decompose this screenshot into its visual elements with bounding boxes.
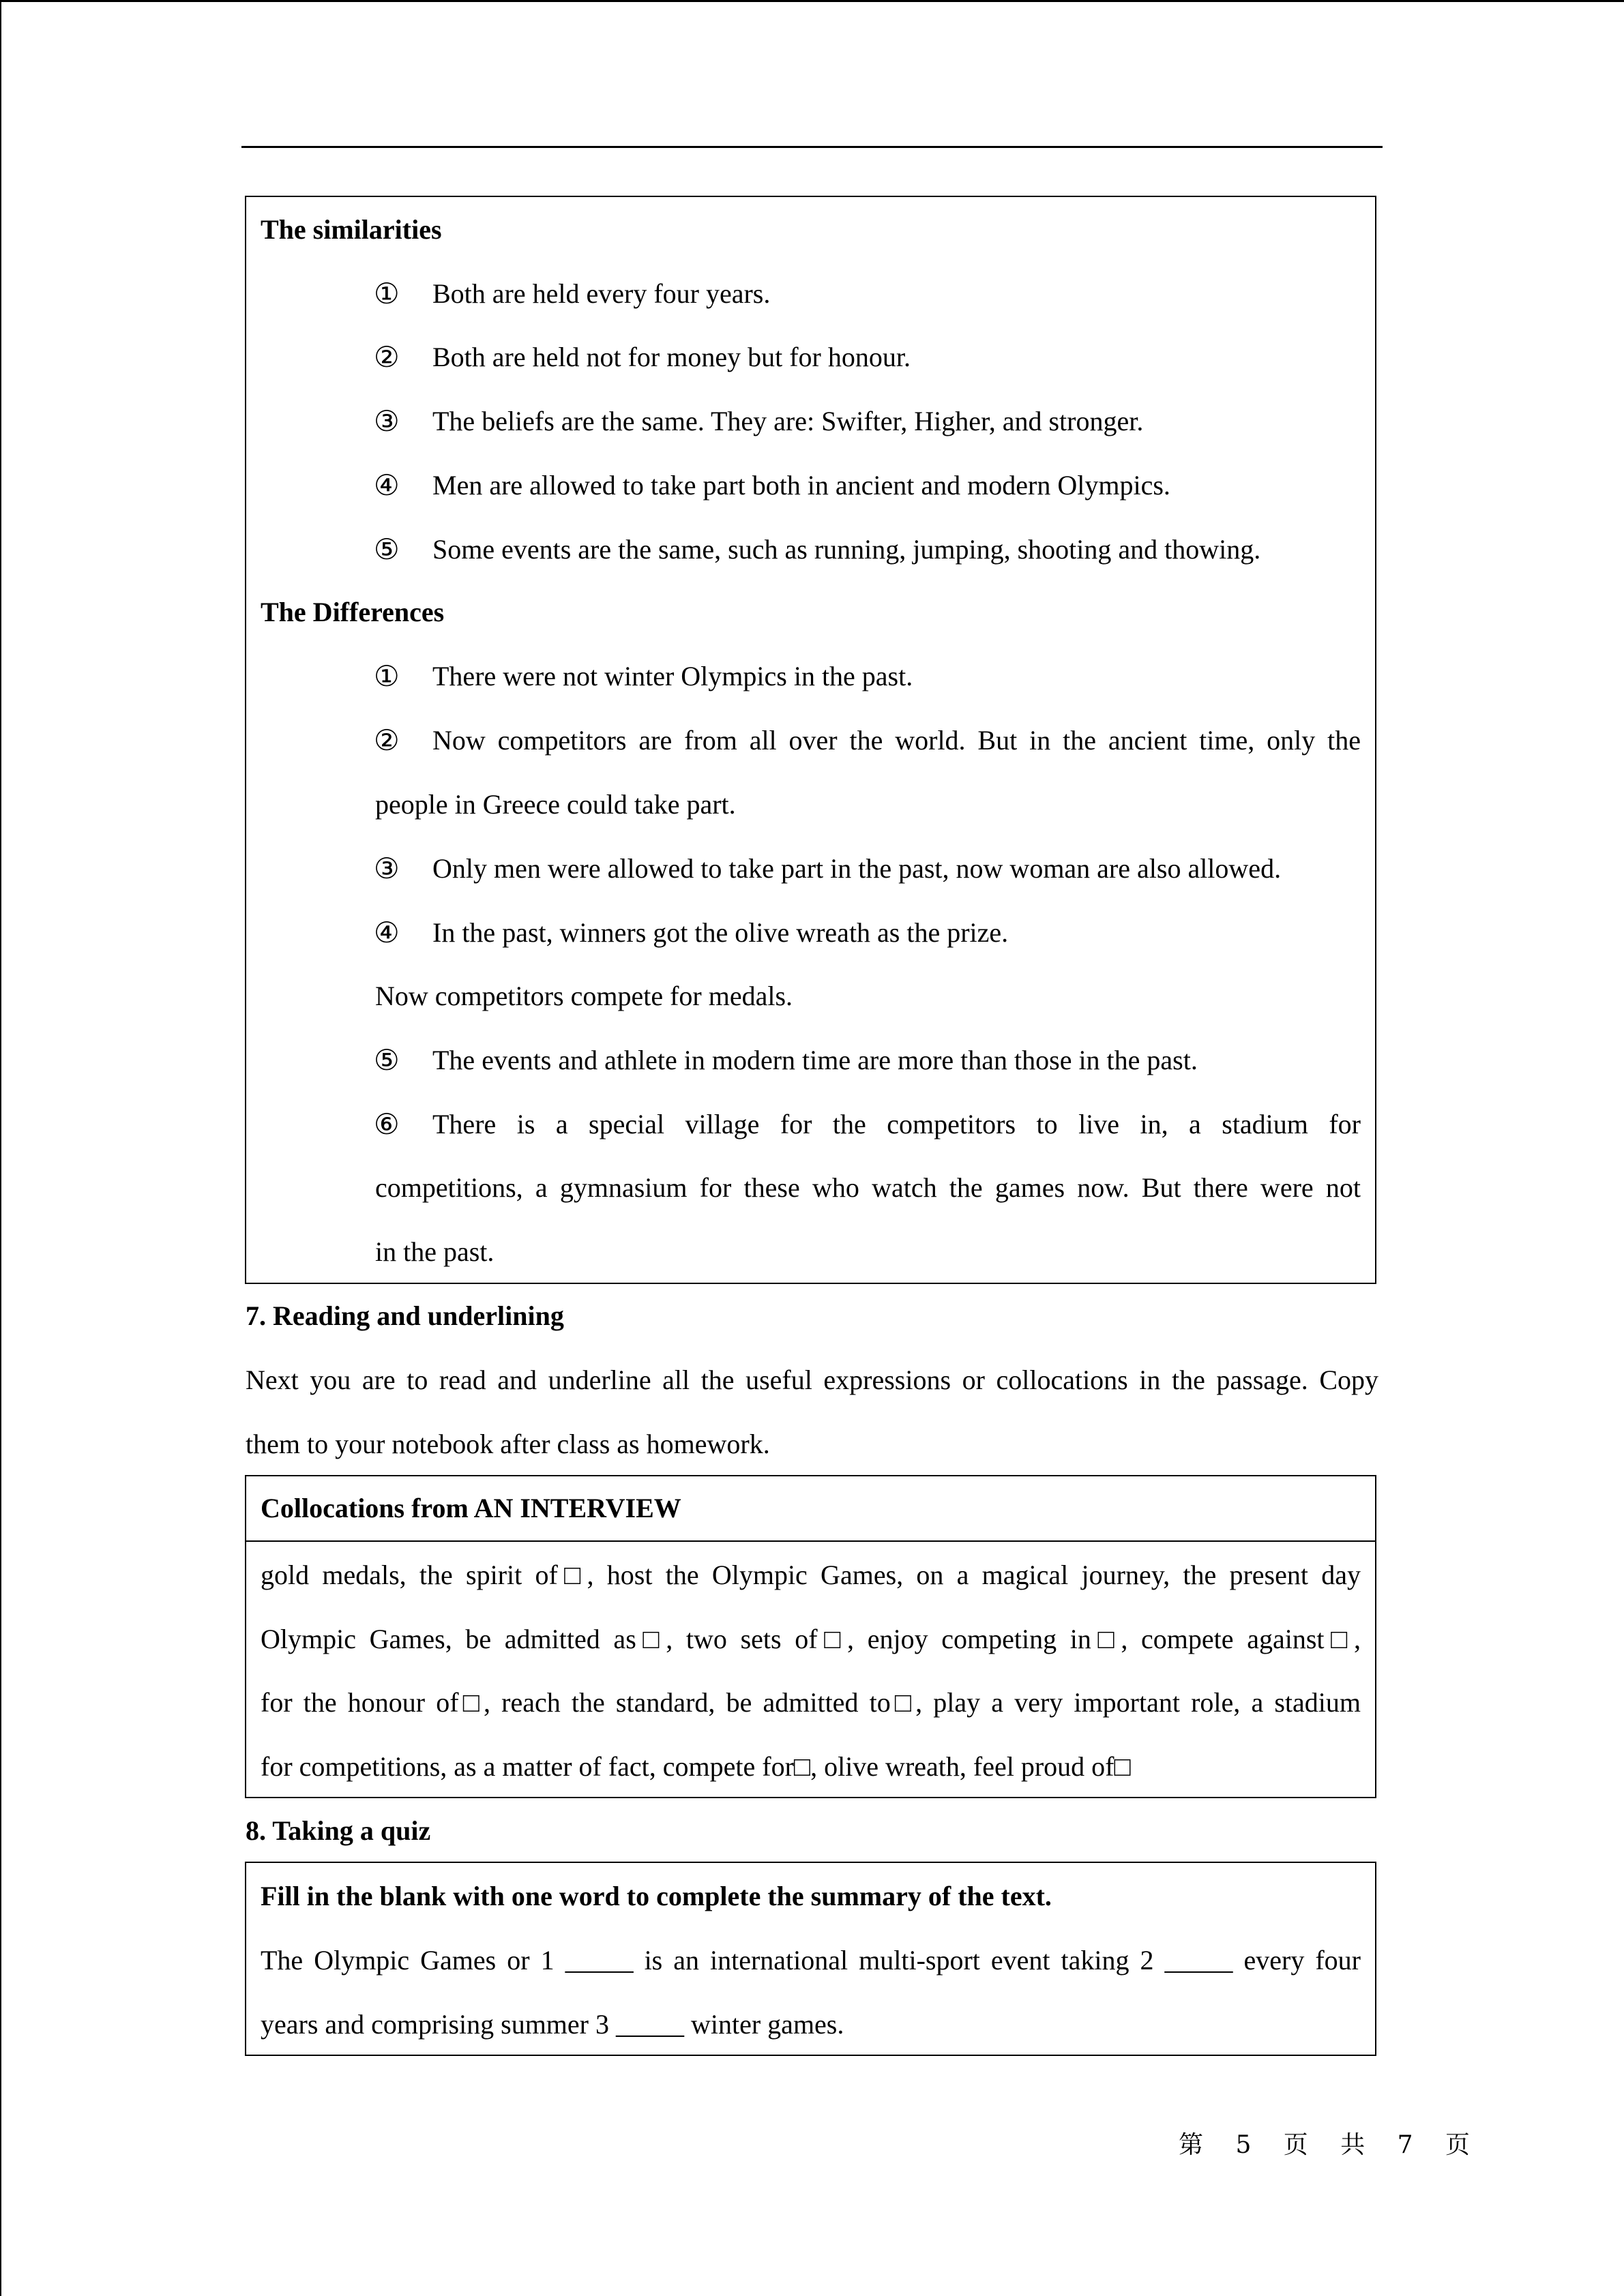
- difference-2-line-2: people in Greece could take part.: [375, 789, 736, 820]
- similarity-2-marker: ②: [374, 340, 400, 374]
- similarity-3-marker: ③: [374, 404, 400, 438]
- quiz-line-1: The Olympic Games or 1 _____ is an international multi-sport event taking 2 _____ every four: [261, 1945, 1361, 1976]
- quiz-instruction: Fill in the blank with one word to complete the summary of the text.: [261, 1881, 1052, 1911]
- difference-3-text: Only men were allowed to take part in the past, now woman are also allowed.: [432, 853, 1282, 884]
- collocations-line-2: Olympic Games, be admitted as□, two sets of□, enjoy competing in□, compete against□,: [261, 1624, 1361, 1654]
- difference-1-text: There were not winter Olympics in the past.: [432, 661, 913, 691]
- difference-1-marker: ①: [374, 659, 400, 693]
- section-7-heading: 7. Reading and underlining: [246, 1300, 564, 1331]
- collocations-line-3: for the honour of□, reach the standard, be admitted to□, play a very important role, a stadium: [261, 1687, 1361, 1718]
- section-7-instruction-line-2: them to your notebook after class as homework.: [246, 1429, 770, 1459]
- quiz-line-2: years and comprising summer 3 _____ winter games.: [261, 2009, 844, 2040]
- page-number: 第 5 页 共 7 页: [1179, 2131, 1483, 2159]
- similarity-5-text: Some events are the same, such as running, jumping, shooting and thowing.: [432, 534, 1261, 565]
- similarity-4-text: Men are allowed to take part both in ancient and modern Olympics.: [432, 470, 1170, 501]
- differences-heading: The Differences: [261, 597, 445, 627]
- similarity-4-marker: ④: [374, 468, 400, 502]
- similarities-heading: The similarities: [261, 214, 442, 245]
- similarity-1-text: Both are held every four years.: [432, 278, 771, 309]
- difference-6-line-2: competitions, a gymnasium for these who watch the games now. But there were not: [375, 1172, 1361, 1203]
- difference-2-line-1: Now competitors are from all over the world. But in the ancient time, only the: [432, 725, 1361, 756]
- collocations-line-4: for competitions, as a matter of fact, compete for□, olive wreath, feel proud of□: [261, 1751, 1131, 1782]
- difference-6-marker: ⑥: [374, 1107, 400, 1141]
- similarity-1-marker: ①: [374, 277, 400, 310]
- section-8-heading: 8. Taking a quiz: [246, 1815, 431, 1846]
- collocations-table-divider: [245, 1540, 1376, 1542]
- page-border-left: [0, 0, 1, 2296]
- collocations-table-title: Collocations from AN INTERVIEW: [261, 1493, 681, 1523]
- page-border-top: [0, 0, 1624, 2]
- similarity-2-text: Both are held not for money but for honour.: [432, 342, 911, 372]
- difference-2-marker: ②: [374, 724, 400, 757]
- difference-4-marker: ④: [374, 916, 400, 949]
- section-7-instruction-line-1: Next you are to read and underline all the useful expressions or collocations in the passage. Copy: [246, 1365, 1378, 1395]
- difference-6-line-3: in the past.: [375, 1236, 494, 1267]
- difference-6-line-1: There is a special village for the competitors to live in, a stadium for: [432, 1109, 1361, 1139]
- difference-5-text: The events and athlete in modern time are more than those in the past.: [432, 1045, 1198, 1075]
- difference-4-line-1: In the past, winners got the olive wreath as the prize.: [432, 917, 1009, 948]
- header-rule: [241, 146, 1383, 148]
- difference-4-line-2: Now competitors compete for medals.: [375, 981, 793, 1011]
- difference-3-marker: ③: [374, 852, 400, 885]
- difference-5-marker: ⑤: [374, 1043, 400, 1077]
- collocations-line-1: gold medals, the spirit of□, host the Olympic Games, on a magical journey, the present day: [261, 1560, 1361, 1590]
- similarity-5-marker: ⑤: [374, 533, 400, 566]
- similarity-3-text: The beliefs are the same. They are: Swifter, Higher, and stronger.: [432, 406, 1144, 436]
